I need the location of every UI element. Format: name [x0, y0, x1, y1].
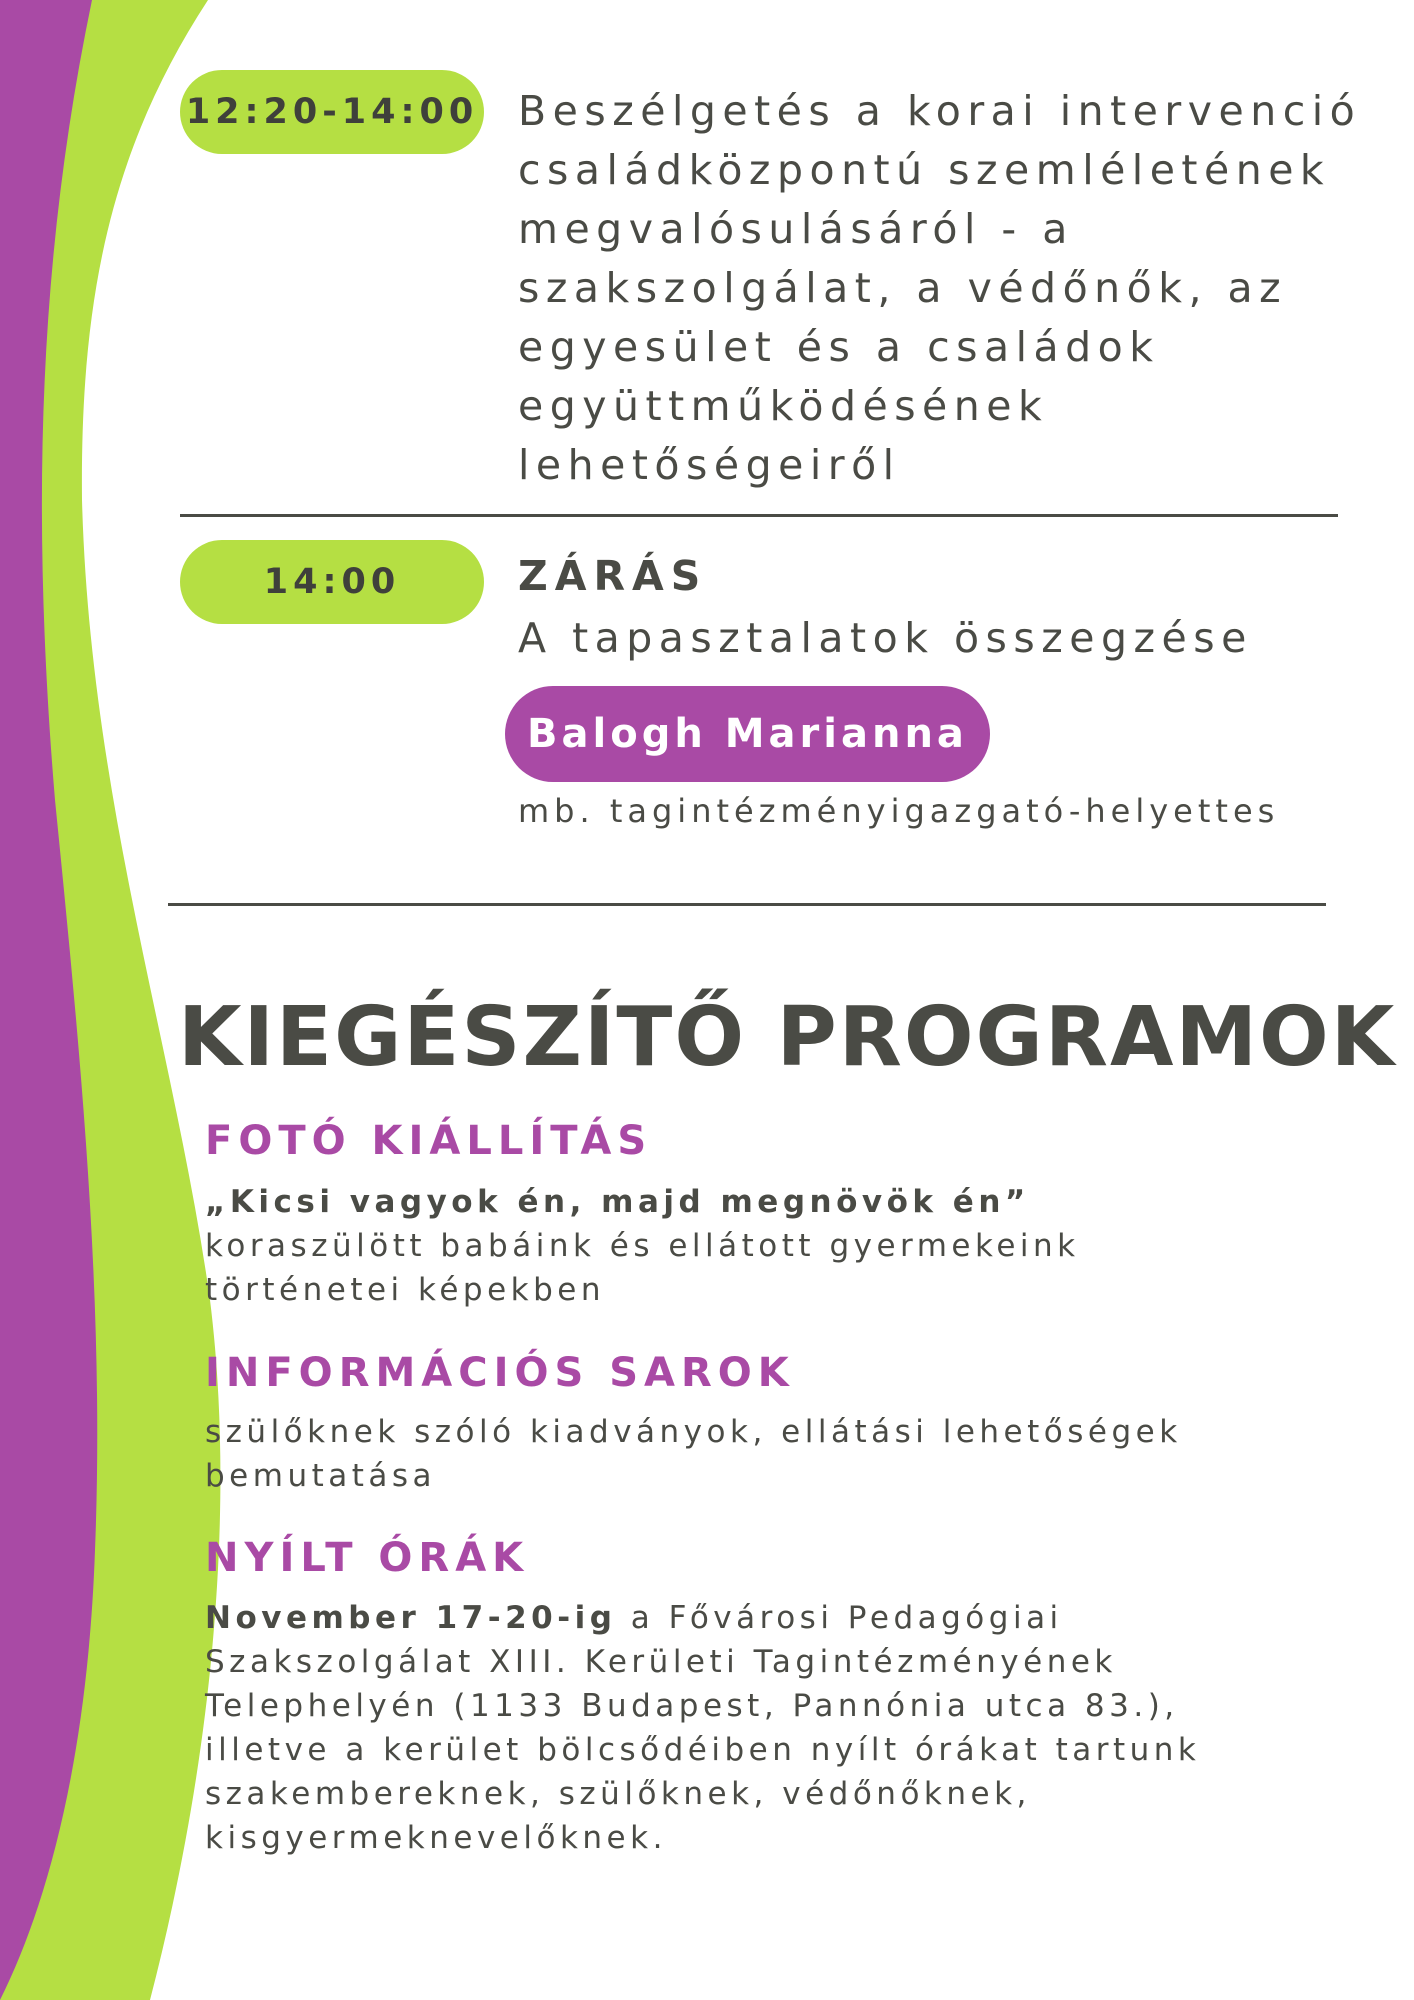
open-hours-heading: NYÍLT ÓRÁK — [205, 1535, 530, 1581]
text-line: November 17-20-ig a Fővárosi Pedagógiai — [205, 1600, 1063, 1636]
text-line: bemutatása — [205, 1458, 437, 1494]
text-line: szakembereknek, szülőknek, védőnőknek, — [205, 1776, 1031, 1812]
time-badge-2: 14:00 — [180, 540, 484, 624]
time-badge-1: 12:20-14:00 — [180, 70, 484, 154]
text-line: koraszülött babáink és ellátott gyermekeink — [205, 1228, 1080, 1264]
photo-exhibition-heading: FOTÓ KIÁLLÍTÁS — [205, 1118, 653, 1164]
divider-2 — [168, 903, 1326, 906]
text-line: Telephelyén (1133 Budapest, Pannónia utca 83.), — [205, 1688, 1179, 1724]
speaker-badge: Balogh Marianna — [505, 686, 990, 782]
divider-1 — [180, 514, 1338, 517]
session-2-description: A tapasztalatok összegzése — [518, 614, 1253, 662]
session-2-title: ZÁRÁS — [518, 552, 708, 600]
text-line: kisgyermeknevelőknek. — [205, 1820, 667, 1856]
description-line: Beszélgetés a korai intervenció — [518, 87, 1362, 135]
description-line: megvalósulásáról - a — [518, 205, 1074, 253]
description-line: lehetőségeiről — [518, 441, 901, 489]
photo-exhibition-quote: „Kicsi vagyok én, majd megnövök én” — [205, 1184, 1030, 1220]
text-line: történetei képekben — [205, 1272, 606, 1308]
text-line: szülőknek szóló kiadványok, ellátási lehetőségek — [205, 1414, 1182, 1450]
info-corner-heading: INFORMÁCIÓS SAROK — [205, 1350, 795, 1396]
description-line: szakszolgálat, a védőnők, az — [518, 264, 1288, 312]
info-corner-text — [205, 1410, 1345, 1498]
session-1-description — [518, 82, 1398, 495]
text-line: Szakszolgálat XIII. Kerületi Tagintézményének — [205, 1644, 1117, 1680]
description-line: együttműködésének — [518, 382, 1049, 430]
open-hours-text — [205, 1596, 1345, 1860]
open-hours-date: November 17-20-ig — [205, 1600, 617, 1636]
speaker-role: mb. tagintézményigazgató-helyettes — [518, 792, 1280, 830]
photo-exhibition-text — [205, 1180, 1345, 1312]
text-line: illetve a kerület bölcsődéiben nyílt órákat tartunk — [205, 1732, 1201, 1768]
description-line: egyesület és a családok — [518, 323, 1160, 371]
section-title: KIEGÉSZÍTŐ PROGRAMOK — [178, 990, 1397, 1085]
description-line: családközpontú szemléletének — [518, 146, 1331, 194]
